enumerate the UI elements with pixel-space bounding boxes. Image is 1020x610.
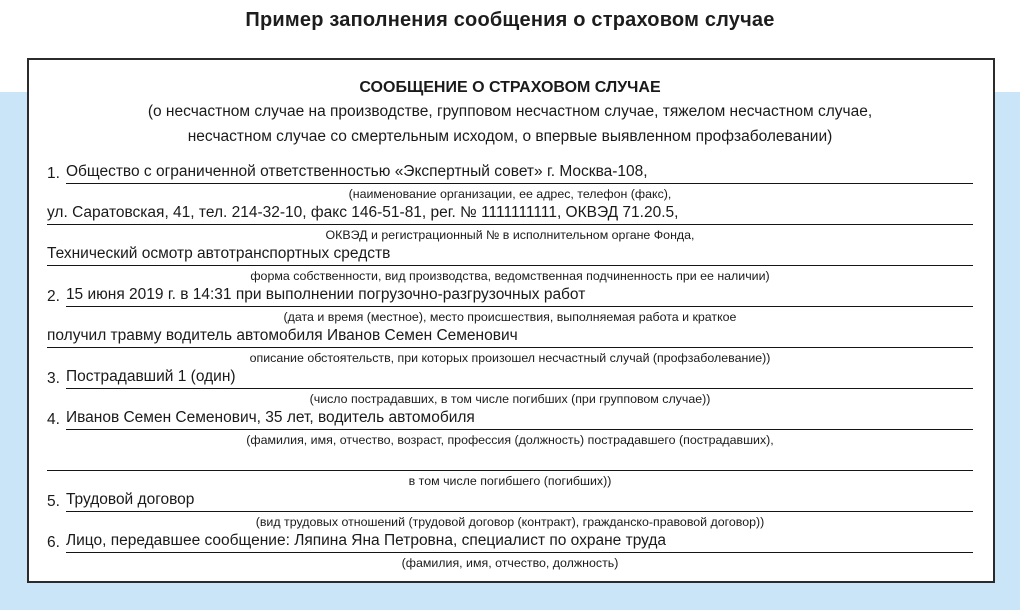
field-value: получил травму водитель автомобиля Иванов Семен Семенович bbox=[47, 326, 973, 348]
item-number: 2. bbox=[47, 288, 60, 305]
form-row-organization bbox=[47, 164, 973, 205]
field-caption: (вид трудовых отношений (трудовой договор (контракт), гражданско-правовой договор)) bbox=[255, 515, 765, 529]
field-caption: (фамилия, имя, отчество, возраст, профессия (должность) пострадавшего (пострадавших), bbox=[246, 433, 774, 447]
form-row-contract bbox=[47, 492, 973, 533]
fill-line bbox=[47, 287, 973, 307]
form-row-injury bbox=[47, 328, 973, 369]
form-row-registration bbox=[47, 205, 973, 246]
document-subheading-line2: несчастном случае со смертельным исходом, о впервые выявленном профзаболевании) bbox=[187, 128, 833, 145]
form-row-deceased bbox=[47, 451, 973, 492]
field-caption: (число пострадавших, в том числе погибших (при групповом случае)) bbox=[309, 392, 711, 406]
field-caption: (фамилия, имя, отчество, должность) bbox=[401, 556, 619, 570]
field-caption: (наименование организации, ее адрес, телефон (факс), bbox=[348, 187, 672, 201]
fill-line bbox=[47, 492, 973, 512]
field-value: ул. Саратовская, 41, тел. 214-32-10, факс 146-51-81, рег. № 1111111111, ОКВЭД 71.20.5, bbox=[47, 203, 973, 225]
item-number: 5. bbox=[47, 493, 60, 510]
item-number: 1. bbox=[47, 165, 60, 182]
field-value: Иванов Семен Семенович, 35 лет, водитель автомобиля bbox=[66, 408, 973, 430]
field-value: Трудовой договор bbox=[66, 490, 973, 512]
fill-line bbox=[47, 451, 973, 471]
fill-line bbox=[47, 533, 973, 553]
item-number: 4. bbox=[47, 411, 60, 428]
field-caption: ОКВЭД и регистрационный № в исполнительном органе Фонда, bbox=[325, 228, 695, 242]
field-caption: описание обстоятельств, при которых произошел несчастный случай (профзаболевание)) bbox=[249, 351, 771, 365]
field-value: 15 июня 2019 г. в 14:31 при выполнении погрузочно-разгрузочных работ bbox=[66, 285, 973, 307]
field-caption: в том числе погибшего (погибших)) bbox=[408, 474, 612, 488]
field-value: Лицо, передавшее сообщение: Ляпина Яна Петровна, специалист по охране труда bbox=[66, 531, 973, 553]
fill-line bbox=[47, 246, 973, 266]
page-title: Пример заполнения сообщения о страховом случае bbox=[245, 9, 775, 31]
form-document bbox=[27, 58, 995, 583]
item-number: 6. bbox=[47, 534, 60, 551]
field-value: Технический осмотр автотранспортных средств bbox=[47, 244, 973, 266]
field-value: Общество с ограниченной ответственностью «Экспертный совет» г. Москва-108, bbox=[66, 162, 973, 184]
document-subheading-line1: (о несчастном случае на производстве, групповом несчастном случае, тяжелом несчастном случае, bbox=[147, 103, 873, 120]
field-caption: форма собственности, вид производства, ведомственная подчиненность при ее наличии) bbox=[250, 269, 770, 283]
fill-line bbox=[47, 164, 973, 184]
fill-line bbox=[47, 369, 973, 389]
field-caption: (дата и время (местное), место происшествия, выполняемая работа и краткое bbox=[283, 310, 737, 324]
form-rows bbox=[47, 164, 973, 574]
fill-line bbox=[47, 328, 973, 348]
fill-line bbox=[47, 410, 973, 430]
form-row-victim-details bbox=[47, 410, 973, 451]
form-row-datetime bbox=[47, 287, 973, 328]
document-heading: СООБЩЕНИЕ О СТРАХОВОМ СЛУЧАЕ bbox=[359, 79, 661, 96]
form-row-activity bbox=[47, 246, 973, 287]
fill-line bbox=[47, 205, 973, 225]
item-number: 3. bbox=[47, 370, 60, 387]
form-row-reporter bbox=[47, 533, 973, 574]
field-value: Пострадавший 1 (один) bbox=[66, 367, 973, 389]
form-row-victims-count bbox=[47, 369, 973, 410]
